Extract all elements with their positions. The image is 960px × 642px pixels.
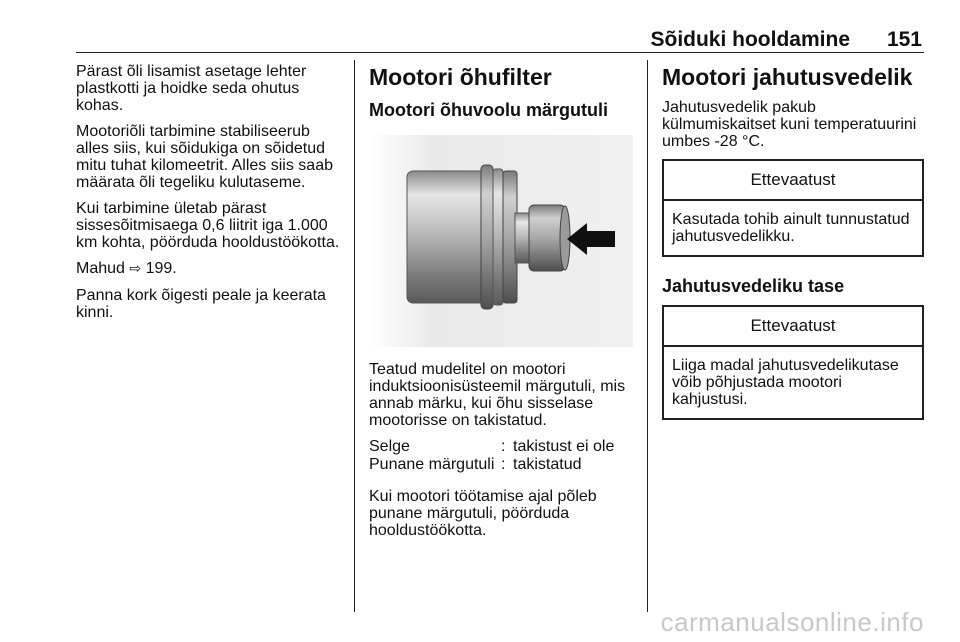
caution-title: Ettevaatust xyxy=(664,307,922,347)
status-key: Punane märgutuli xyxy=(369,456,495,473)
paragraph-cap: Panna kork õigesti peale ja keerata kinni. xyxy=(76,287,326,321)
column-middle xyxy=(369,63,633,548)
status-value: takistust ei ole xyxy=(513,438,615,455)
caution-body: Kasutada tohib ainult tunnustatud jahutusvedelikku. xyxy=(672,211,910,245)
paragraph-coolant-intro: Jahutusvedelik pakub külmumiskaitset kuni temperatuurini umbes -28 °C. xyxy=(662,99,917,150)
paragraph-capacities xyxy=(76,260,344,278)
table-row xyxy=(369,456,614,474)
status-value: takistatud xyxy=(513,456,582,473)
caution-title: Ettevaatust xyxy=(664,161,922,201)
watermark-text: carmanualsonline.info xyxy=(660,607,924,637)
status-separator: : xyxy=(501,438,506,455)
cross-reference-arrow-icon: ⇨ xyxy=(129,261,142,277)
paragraph-indicator-caption: Teatud mudelitel on mootori induktsioonisüsteemil märgutuli, mis annab märku, kui õhu sisselase mootorisse on takistatud. xyxy=(369,361,626,429)
column-divider-2 xyxy=(647,60,648,612)
column-left xyxy=(76,63,344,330)
capacities-label: Mahud xyxy=(76,260,125,277)
status-separator: : xyxy=(501,456,506,473)
subheading-coolant-level: Jahutusvedeliku tase xyxy=(662,276,845,296)
caution-body: Liiga madal jahutusvedelikutase võib põhjustada mootori kahjustusi. xyxy=(672,357,899,408)
capacities-page-link[interactable]: 199. xyxy=(145,260,177,277)
indicator-status-table xyxy=(369,438,614,474)
header-rule xyxy=(76,52,924,53)
page-title: Sõiduki hooldamine xyxy=(650,28,850,51)
subheading-airflow-indicator: Mootori õhuvoolu märgutuli xyxy=(369,100,608,120)
table-row xyxy=(369,438,614,456)
caution-box-coolant-type xyxy=(662,159,924,257)
airflow-indicator-illustration xyxy=(369,135,633,347)
paragraph-oil-consumption: Mootoriõli tarbimine stabiliseerub alles siis, kui sõidukiga on sõidetud mitu tuhat kilomeetrit. Alles siis saab määrata õli tegeliku kulutaseme. xyxy=(76,123,333,191)
section-heading-coolant: Mootori jahutusvedelik xyxy=(662,64,913,90)
paragraph-funnel: Pärast õli lisamist asetage lehter plastkotti ja hoidke seda ohutus kohas. xyxy=(76,63,307,114)
column-right xyxy=(662,63,924,438)
section-heading-air-filter: Mootori õhufilter xyxy=(369,64,552,90)
page-header xyxy=(76,28,924,52)
status-key: Selge xyxy=(369,438,410,455)
caution-box-coolant-level xyxy=(662,305,924,420)
column-divider-1 xyxy=(354,60,355,612)
airflow-indicator-svg xyxy=(369,135,633,347)
paragraph-consumption-limit: Kui tarbimine ületab pärast sissesõitmisaega 0,6 liitrit iga 1.000 km kohta, pöörduda hooldustöökotta. xyxy=(76,200,340,251)
paragraph-red-indicator: Kui mootori töötamise ajal põleb punane märgutuli, pöörduda hooldustöökotta. xyxy=(369,488,597,539)
page-number: 151 xyxy=(886,28,922,51)
